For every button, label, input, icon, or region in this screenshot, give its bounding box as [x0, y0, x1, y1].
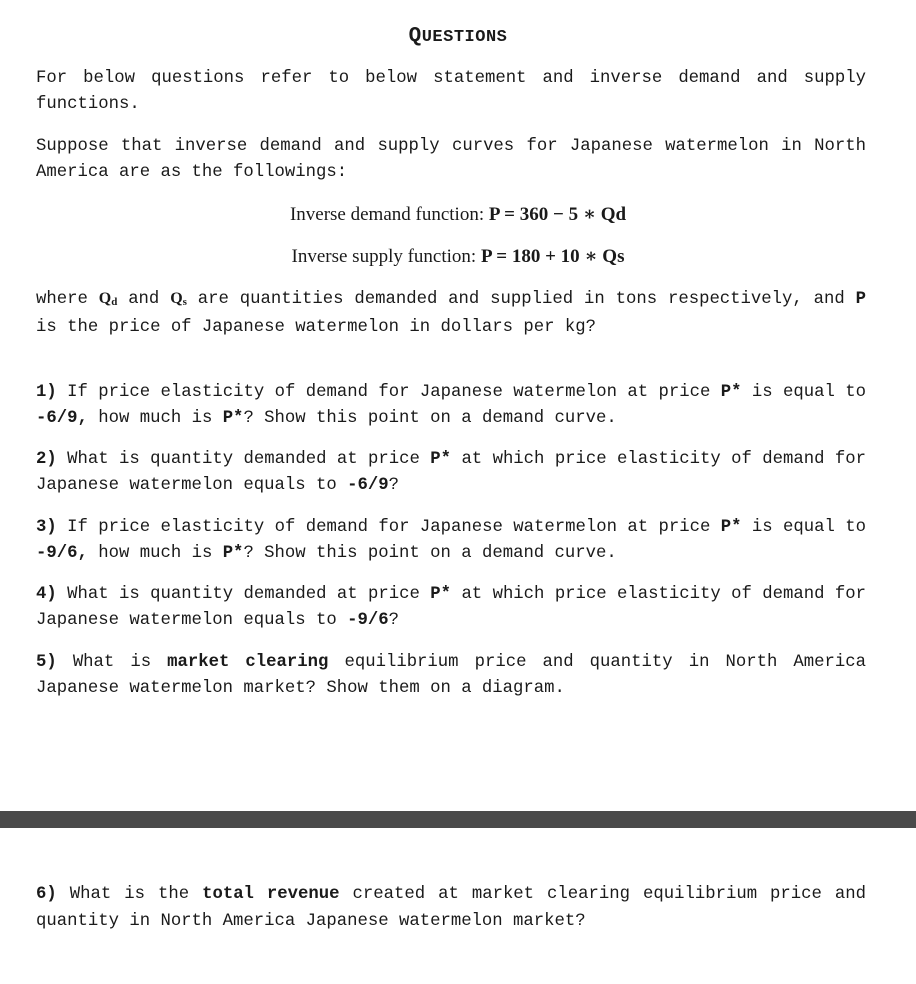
- supply-function: Inverse supply function: P = 180 + 10 ∗ Qs: [291, 246, 625, 267]
- demand-function: Inverse demand function: P = 360 − 5 ∗ Qd: [289, 204, 627, 225]
- question-6: 6) What is the total revenue created at market clearing equilibrium price and quantity in North America Japanese watermelon market?: [36, 885, 867, 931]
- question-3: 3) If price elasticity of demand for Japanese watermelon at price P* is equal to -9/6, how much is P*? Show this point on a demand curve.: [36, 518, 867, 563]
- statement-paragraph: Suppose that inverse demand and supply curves for Japanese watermelon in North America are as the followings:: [36, 137, 866, 182]
- question-4: 4) What is quantity demanded at price P* at which price elasticity of demand for Japanese watermelon equals to -9/6?: [36, 585, 867, 630]
- page-divider: [0, 811, 916, 828]
- p-symbol: P: [855, 290, 867, 309]
- page-title: QUESTIONS: [408, 25, 508, 48]
- qd-symbol: $Q_d$: [98, 290, 118, 308]
- qs-symbol: $Q_s$: [170, 290, 187, 308]
- where-paragraph: where $Q_d$ and $Q_s$ are quantities demanded and supplied in tons respectively, and P is the price of Japanese watermelon in dollars per kg?: [36, 290, 867, 337]
- question-2: 2) What is quantity demanded at price P* at which price elasticity of demand for Japanese watermelon equals to -6/9?: [36, 450, 867, 495]
- supply-formula: P = 180 + 10 ∗ Qs: [480, 246, 625, 267]
- question-5: 5) What is market clearing equilibrium price and quantity in North America Japanese watermelon market? Show them on a diagram.: [36, 653, 866, 698]
- intro-paragraph: For below questions refer to below statement and inverse demand and supply functions.: [36, 69, 866, 114]
- question-1: 1) If price elasticity of demand for Japanese watermelon at price P* is equal to -6/9, how much is P*? Show this point on a demand curve.: [36, 383, 867, 428]
- demand-formula: P = 360 − 5 ∗ Qd: [488, 204, 627, 225]
